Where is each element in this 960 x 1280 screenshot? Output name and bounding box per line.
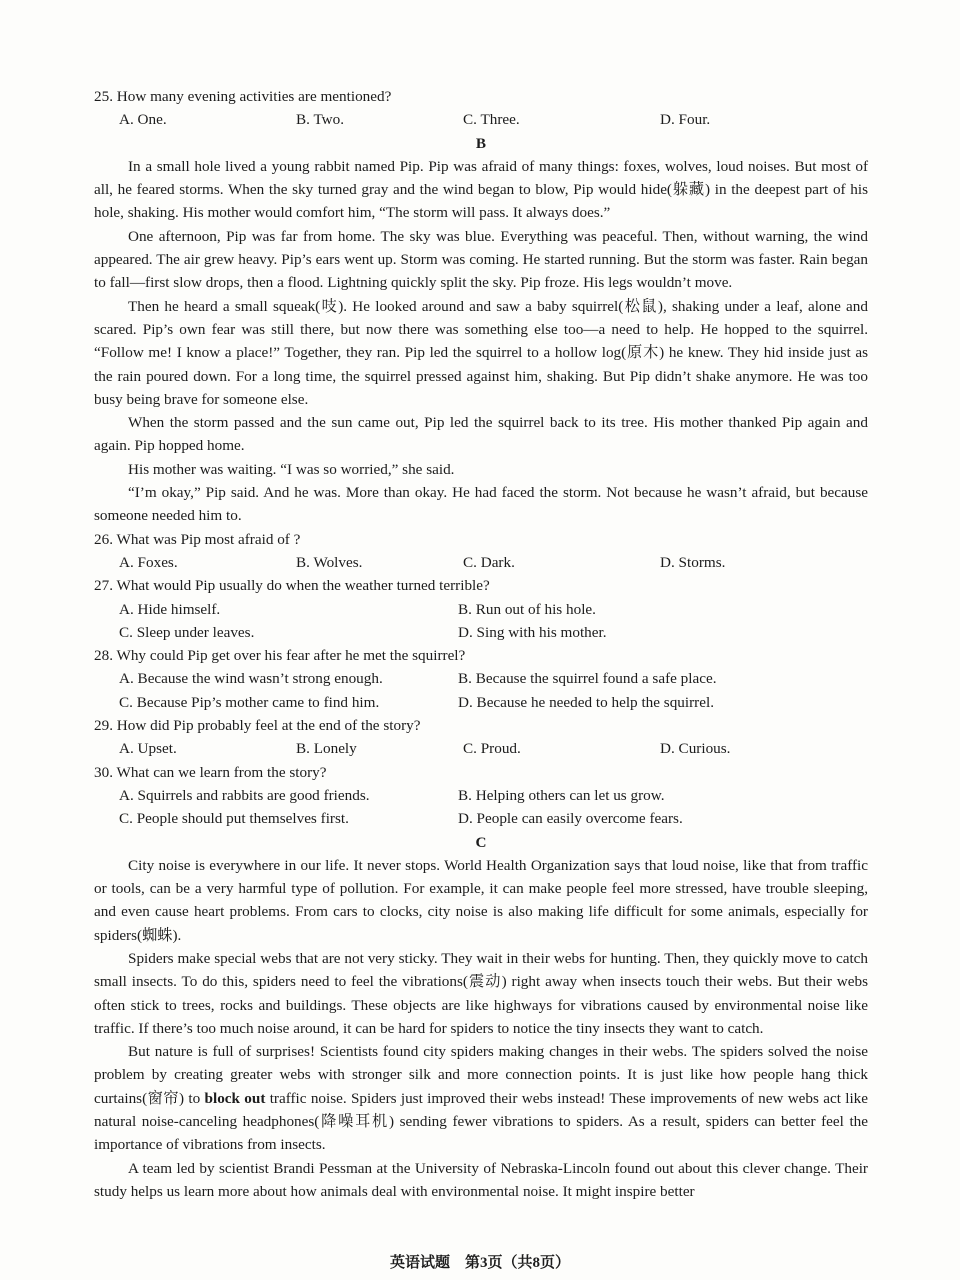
q28-options-row <box>94 691 868 714</box>
option-a: A. Because the wind wasn’t strong enough. <box>119 670 383 688</box>
option-b: B. Wolves. <box>296 553 363 571</box>
question-26: 26. What was Pip most afraid of ? <box>94 530 301 548</box>
section-heading-c: C <box>475 833 487 851</box>
para-text: traffic noise. Spiders just improved their webs instead! These improvements of new webs act like natural noise-canceling headphones(降噪耳机) sending fewer vibrations to spiders. As a result, spiders can better feel the importance of vibrations from insects. <box>94 1089 869 1154</box>
passage-c-paragraph: City noise is everywhere in our life. It never stops. World Health Organization says that loud noise, like that from traffic or tools, can be a very harmful type of pollution. For example, it can make people feel more stressed, have trouble sleeping, and even cause heart problems. From cars to clocks, city noise is also making life difficult for some animals, especially for spiders(蜘蛛). <box>94 856 868 944</box>
passage-c-paragraph: A team led by scientist Brandi Pessman at the University of Nebraska-Lincoln found out about this clever change. Their study helps us learn more about how animals deal with environmental noise. It might inspire better <box>94 1159 868 1200</box>
option-a: A. Squirrels and rabbits are good friends. <box>119 786 370 804</box>
option-b: B. Lonely <box>296 740 357 758</box>
question-30: 30. What can we learn from the story? <box>94 763 327 781</box>
option-a: A. Foxes. <box>119 553 178 571</box>
option-b: B. Helping others can let us grow. <box>458 786 665 804</box>
option-c: C. Proud. <box>463 740 521 758</box>
option-c: C. Three. <box>463 111 520 129</box>
q26-options <box>94 551 868 574</box>
question-28: 28. Why could Pip get over his fear after he met the squirrel? <box>94 647 466 665</box>
option-b: B. Because the squirrel found a safe place. <box>458 670 717 688</box>
q27-options-row <box>94 598 868 621</box>
passage-b-paragraph: Then he heard a small squeak(吱). He looked around and saw a baby squirrel(松鼠), shaking under a leaf, alone and scared. Pip’s own fear was still there, but now there was something else too—a need to help. He hopped to the squirrel. “Follow me! I know a place!” Together, they ran. Pip led the squirrel to a hollow log(原木) he knew. They hid inside just as the rain poured down. For a long time, the squirrel pressed against him, shaking. But Pip didn’t shake anymore. He was too busy being brave for someone else. <box>94 297 868 408</box>
passage-b-paragraph: In a small hole lived a young rabbit named Pip. Pip was afraid of many things: foxes, wolves, loud noises. But most of all, he feared storms. When the sky turned gray and the wind began to blow, Pip would hide(躲藏) in the deepest part of his hole, shaking. His mother would comfort him, “The storm will pass. It always does.” <box>94 157 868 222</box>
option-c: C. Dark. <box>463 553 515 571</box>
question-27: 27. What would Pip usually do when the weather turned terrible? <box>94 577 490 595</box>
option-d: D. Because he needed to help the squirrel. <box>458 693 714 711</box>
passage-c-paragraph <box>94 1040 868 1156</box>
option-d: D. People can easily overcome fears. <box>458 810 683 828</box>
q30-options-row <box>94 784 868 807</box>
question-25: 25. How many evening activities are mentioned? <box>94 88 392 105</box>
q25-options <box>94 108 868 131</box>
page-content <box>94 85 868 1203</box>
q27-options-row <box>94 621 868 644</box>
option-b: B. Run out of his hole. <box>458 600 596 618</box>
option-d: D. Storms. <box>660 553 726 571</box>
option-a: A. One. <box>119 111 167 129</box>
option-d: D. Four. <box>660 111 711 129</box>
section-heading-b: B <box>475 134 487 152</box>
page-footer: 英语试题 第3页（共8页） <box>389 1255 570 1271</box>
passage-b-paragraph: When the storm passed and the sun came out, Pip led the squirrel back to its tree. His mother thanked Pip again and again. Pip hopped home. <box>94 414 868 455</box>
option-c: C. People should put themselves first. <box>119 810 349 828</box>
q28-options-row <box>94 667 868 690</box>
para-text: But nature is full of surprises! Scientists found city spiders making changes in their webs. The spiders solved the noise problem by creating greater webs with stronger silk and more connection points. It is just like how people hang thick curtains(窗帘) to <box>94 1043 868 1107</box>
option-b: B. Two. <box>296 111 345 129</box>
passage-b-paragraph: One afternoon, Pip was far from home. The sky was blue. Everything was peaceful. Then, without warning, the wind appeared. The air grew heavy. Pip’s ears went up. Storm was coming. He started running. But the storm was faster. Rain began to fall—first slow drops, then a flood. Lightning quickly split the sky. Pip froze. His legs wouldn’t move. <box>94 227 868 292</box>
passage-c-paragraph: Spiders make special webs that are not very sticky. They wait in their webs for hunting. Then, they quickly move to catch small insects. To do this, spiders need to feel the vibrations(震动) right away when insects touch their webs. But their webs often stick to trees, rocks and buildings. These objects are like highways for vibrations caused by environmental noise like traffic. If there’s too much noise around, it can be hard for spiders to notice the tiny insects they want to catch. <box>94 949 868 1037</box>
passage-b-paragraph: His mother was waiting. “I was so worried,” she said. <box>128 460 455 478</box>
q29-options <box>94 737 868 760</box>
question-29: 29. How did Pip probably feel at the end of the story? <box>94 717 421 735</box>
passage-b-paragraph: “I’m okay,” Pip said. And he was. More than okay. He had faced the storm. Not because he wasn’t afraid, but because someone needed him to. <box>94 484 868 525</box>
option-a: A. Upset. <box>119 740 177 758</box>
option-a: A. Hide himself. <box>119 600 221 618</box>
option-c: C. Because Pip’s mother came to find him. <box>119 693 380 711</box>
option-d: D. Curious. <box>660 740 731 758</box>
option-c: C. Sleep under leaves. <box>119 623 255 641</box>
q30-options-row <box>94 807 868 830</box>
option-d: D. Sing with his mother. <box>458 623 607 641</box>
bold-phrase: block out <box>204 1089 266 1107</box>
